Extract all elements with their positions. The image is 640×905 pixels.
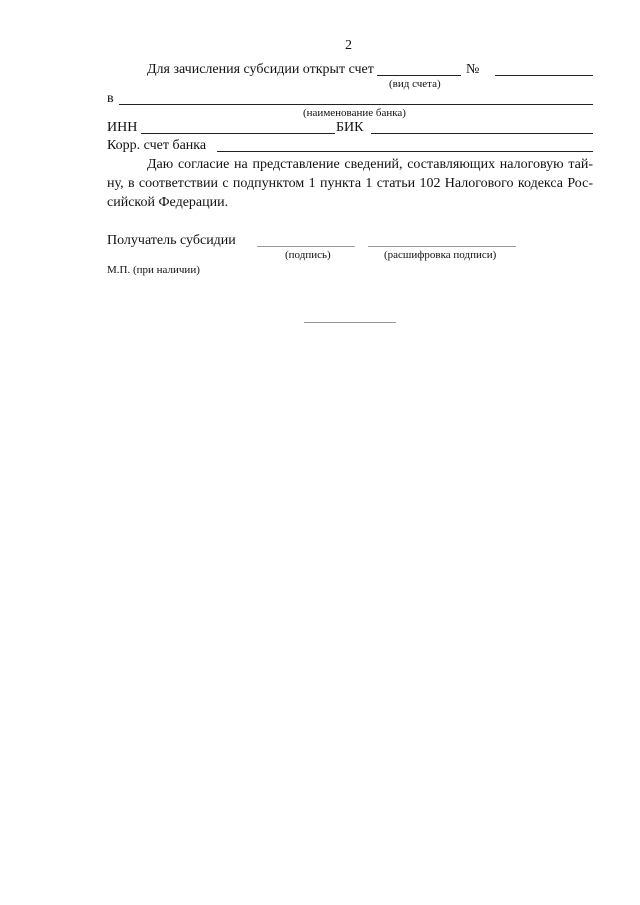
signature-caption: (подпись) (285, 249, 331, 261)
account-type-line (377, 75, 461, 76)
bank-name-caption: (наименование банка) (303, 107, 406, 119)
inn-line (141, 133, 335, 134)
corr-account-label: Корр. счет банка (107, 138, 207, 153)
bik-label: БИК (336, 120, 364, 135)
account-type-caption: (вид счета) (389, 78, 441, 90)
bik-line (371, 133, 593, 134)
corr-account-line (217, 151, 593, 152)
number-sign: № (466, 62, 480, 77)
account-number-line (495, 75, 593, 76)
recipient-label: Получатель субсидии (107, 233, 236, 248)
stamp-note: М.П. (при наличии) (107, 264, 200, 276)
page-number: 2 (345, 38, 352, 53)
signature-line (257, 246, 355, 247)
closing-separator (304, 322, 396, 323)
account-label: Для зачисления субсидии открыт счет (147, 62, 374, 77)
signature-decoding-line (368, 246, 516, 247)
bank-prefix: в (107, 91, 114, 106)
signature-decoding-caption: (расшифровка подписи) (384, 249, 497, 261)
consent-paragraph: Даю согласие на представление сведений, составляющих налоговую тайну, в соответствии с подпунктом 1 пункта 1 статьи 102 Налогового кодекса Российской Федерации. (107, 157, 593, 210)
inn-label: ИНН (107, 120, 138, 135)
bank-name-line (119, 104, 593, 105)
